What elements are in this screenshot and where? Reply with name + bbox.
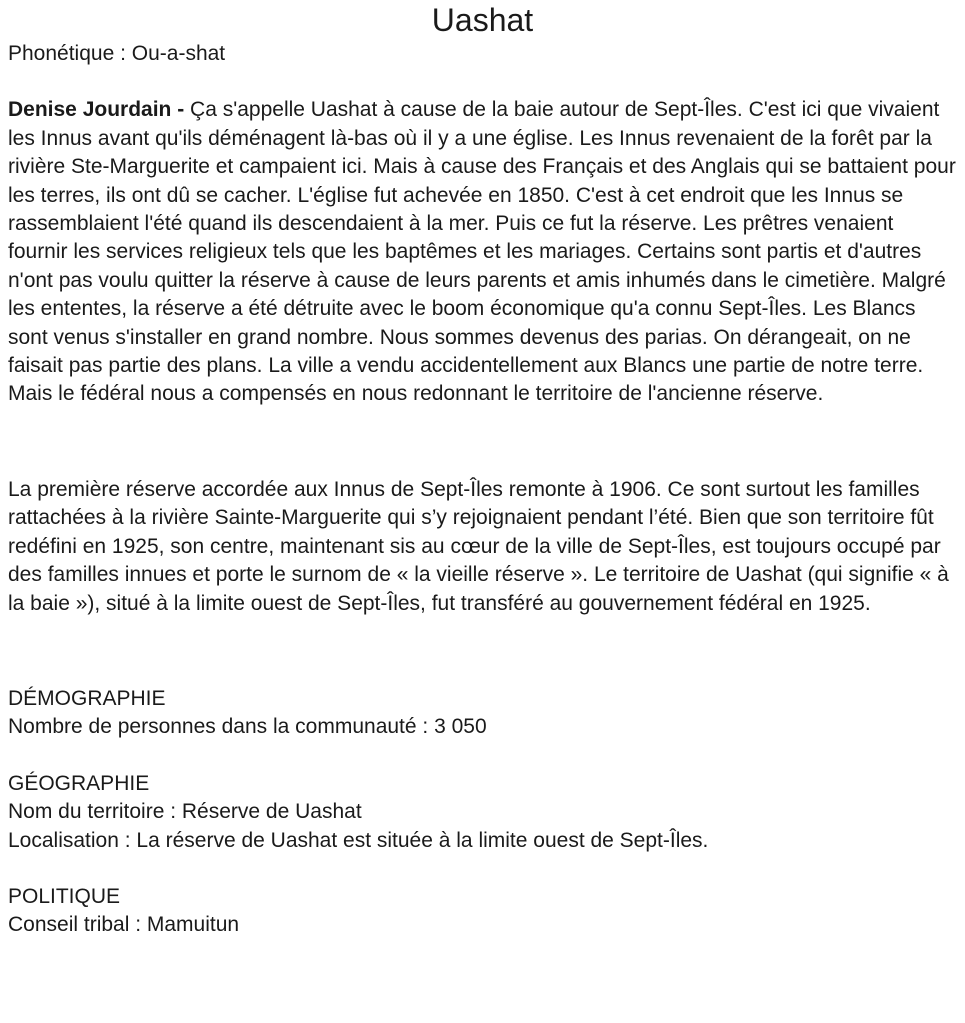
- testimony-text: Ça s'appelle Uashat à cause de la baie autour de Sept-Îles. C'est ici que vivaient les Innus avant qu'ils déménagent là-bas où il y a une église. Les Innus revenaient de la forêt par la rivière Ste-Marguerite et campaient ici. Mais à cause des Français et des Anglais qui se battaient pour les terres, ils ont dû se cacher. L'église fut achevée en 1850. C'est à cet endroit que les Innus se rassemblaient l'été quand ils descendaient à la mer. Puis ce fut la réserve. Les prêtres venaient fournir les services religieux tels que les baptêmes et les mariages. Certains sont partis et d'autres n'ont pas voulu quitter la réserve à cause de leurs parents et amis inhumés dans le cimetière. Malgré les ententes, la réserve a été détruite avec le boom économique qu'a connu Sept-Îles. Les Blancs sont venus s'installer en grand nombre. Nous sommes devenus des parias. On dérangeait, on ne faisait pas partie des plans. La ville a vendu accidentellement aux Blancs une partie de notre terre. Mais le fédéral nous a compensés en nous redonnant le territoire de l'ancienne réserve.: [8, 98, 956, 406]
- geographie-heading: GÉOGRAPHIE: [8, 771, 150, 795]
- territoire-line: Nom du territoire : Réserve de Uashat: [8, 800, 362, 824]
- demographie-heading: DÉMOGRAPHIE: [8, 686, 166, 710]
- population-line: Nombre de personnes dans la communauté : 3 050: [8, 715, 487, 739]
- page-title: Uashat: [431, 2, 534, 38]
- politique-heading: POLITIQUE: [8, 884, 121, 908]
- conseil-line: Conseil tribal : Mamuitun: [8, 913, 240, 937]
- phonetic-line: Phonétique : Ou-a-shat: [8, 42, 226, 65]
- speaker-name: Denise Jourdain -: [8, 98, 185, 122]
- history-paragraph: La première réserve accordée aux Innus de Sept-Îles remonte à 1906. Ce sont surtout les familles rattachées à la rivière Sainte-Marguerite qui s’y rejoignaient pendant l’été. Bien que son territoire fût redéfini en 1925, son centre, maintenant sis au cœur de la ville de Sept-Îles, est toujours occupé par des familles innues et porte le surnom de « la vieille réserve ». Le territoire de Uashat (qui signifie « à la baie »), situé à la limite ouest de Sept-Îles, fut transféré au gouvernement fédéral en 1925.: [8, 477, 949, 615]
- localisation-line: Localisation : La réserve de Uashat est située à la limite ouest de Sept-Îles.: [8, 828, 709, 852]
- politique-section: [8, 883, 957, 940]
- demographie-section: [8, 685, 957, 742]
- testimony-paragraph: [8, 96, 957, 408]
- geographie-section: [8, 770, 957, 855]
